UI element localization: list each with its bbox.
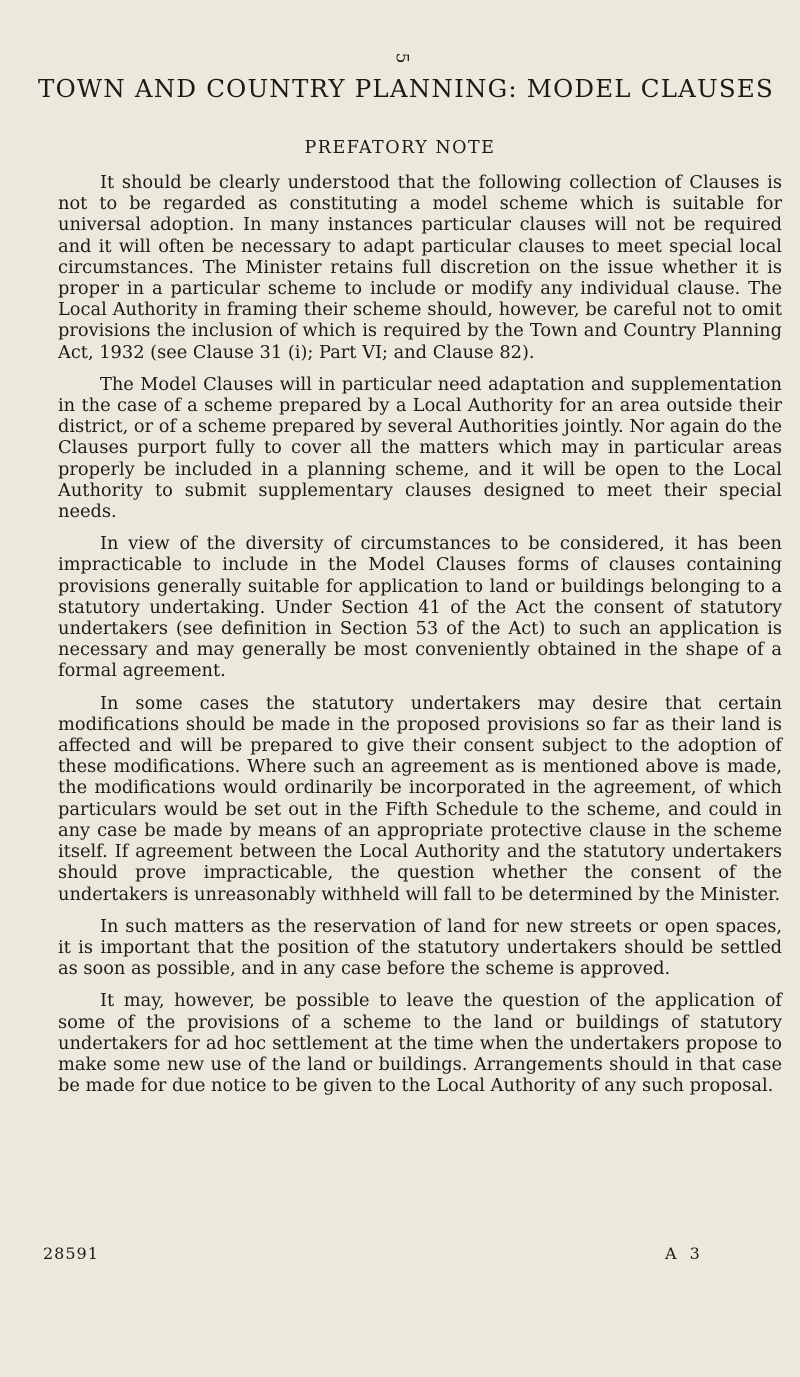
- paragraph: In some cases the statutory undertakers may desire that certain modifications should be made in the proposed provisions so far as their land is affected and will be prepared to give their consent subject to the adoption of these modifications. Where such an agreement as is mentioned above is made, the modifications would ordinarily be incorporated in the agreement, of which particulars would be set out in the Fifth Schedule to the scheme, and could in any case be made by means of an appropriate protective clause in the scheme itself. If agreement between the Local Authority and the statutory undertakers should prove impracticable, the question whether the consent of the undertakers is unreasonably withheld will fall to be determined by the Minister.: [58, 692, 782, 905]
- paragraph: It may, however, be possible to leave the question of the application of some of the provisions of a scheme to the land or buildings of statutory undertakers for ad hoc settlement at the time when the undertakers propose to make some new use of the land or buildings. Arrangements should in that case be made for due notice to be given to the Local Authority of any such proposal.: [58, 990, 782, 1097]
- section-heading: PREFATORY NOTE: [304, 138, 496, 158]
- paragraph: It should be clearly understood that the following collection of Clauses is not to be regarded as constituting a model scheme which is suitable for universal adoption. In many instances particular clauses will not be required and it will often be necessary to adapt particular clauses to meet special local circumstances. The Minister retains full discretion on the issue whether it is proper in a particular scheme to include or modify any individual clause. The Local Authority in framing their scheme should, however, be careful not to omit provisions the inclusion of which is required by the Town and Country Planning Act, 1932 (see Clause 31 (i); Part VI; and Clause 82).: [58, 172, 782, 363]
- body-text: [58, 172, 782, 1107]
- paragraph: The Model Clauses will in particular need adaptation and supplementation in the case of a scheme prepared by a Local Authority for an area outside their district, or of a scheme prepared by several Authorities jointly. Nor again do the Clauses purport fully to cover all the matters which may in particular areas properly be included in a planning scheme, and it will be open to the Local Authority to submit supplementary clauses designed to meet their special needs.: [58, 373, 783, 523]
- page-title: TOWN AND COUNTRY PLANNING: MODEL CLAUSES: [38, 74, 774, 103]
- paragraph: In such matters as the reservation of land for new streets or open spaces, it is important that the position of the statutory undertakers should be settled as soon as possible, and in any case before the scheme is approved.: [58, 915, 782, 980]
- paragraph: In view of the diversity of circumstances to be considered, it has been impracticable to include in the Model Clauses forms of clauses containing provisions generally suitable for application to land or buildings belonging to a statutory undertaking. Under Section 41 of the Act the consent of statutory undertakers (see definition in Section 53 of the Act) to such an application is necessary and may generally be most conveniently obtained in the shape of a formal agreement.: [58, 533, 782, 682]
- print-code: 28591: [43, 1244, 99, 1263]
- signature-mark: A 3: [665, 1244, 704, 1263]
- page-number: 5: [391, 52, 412, 64]
